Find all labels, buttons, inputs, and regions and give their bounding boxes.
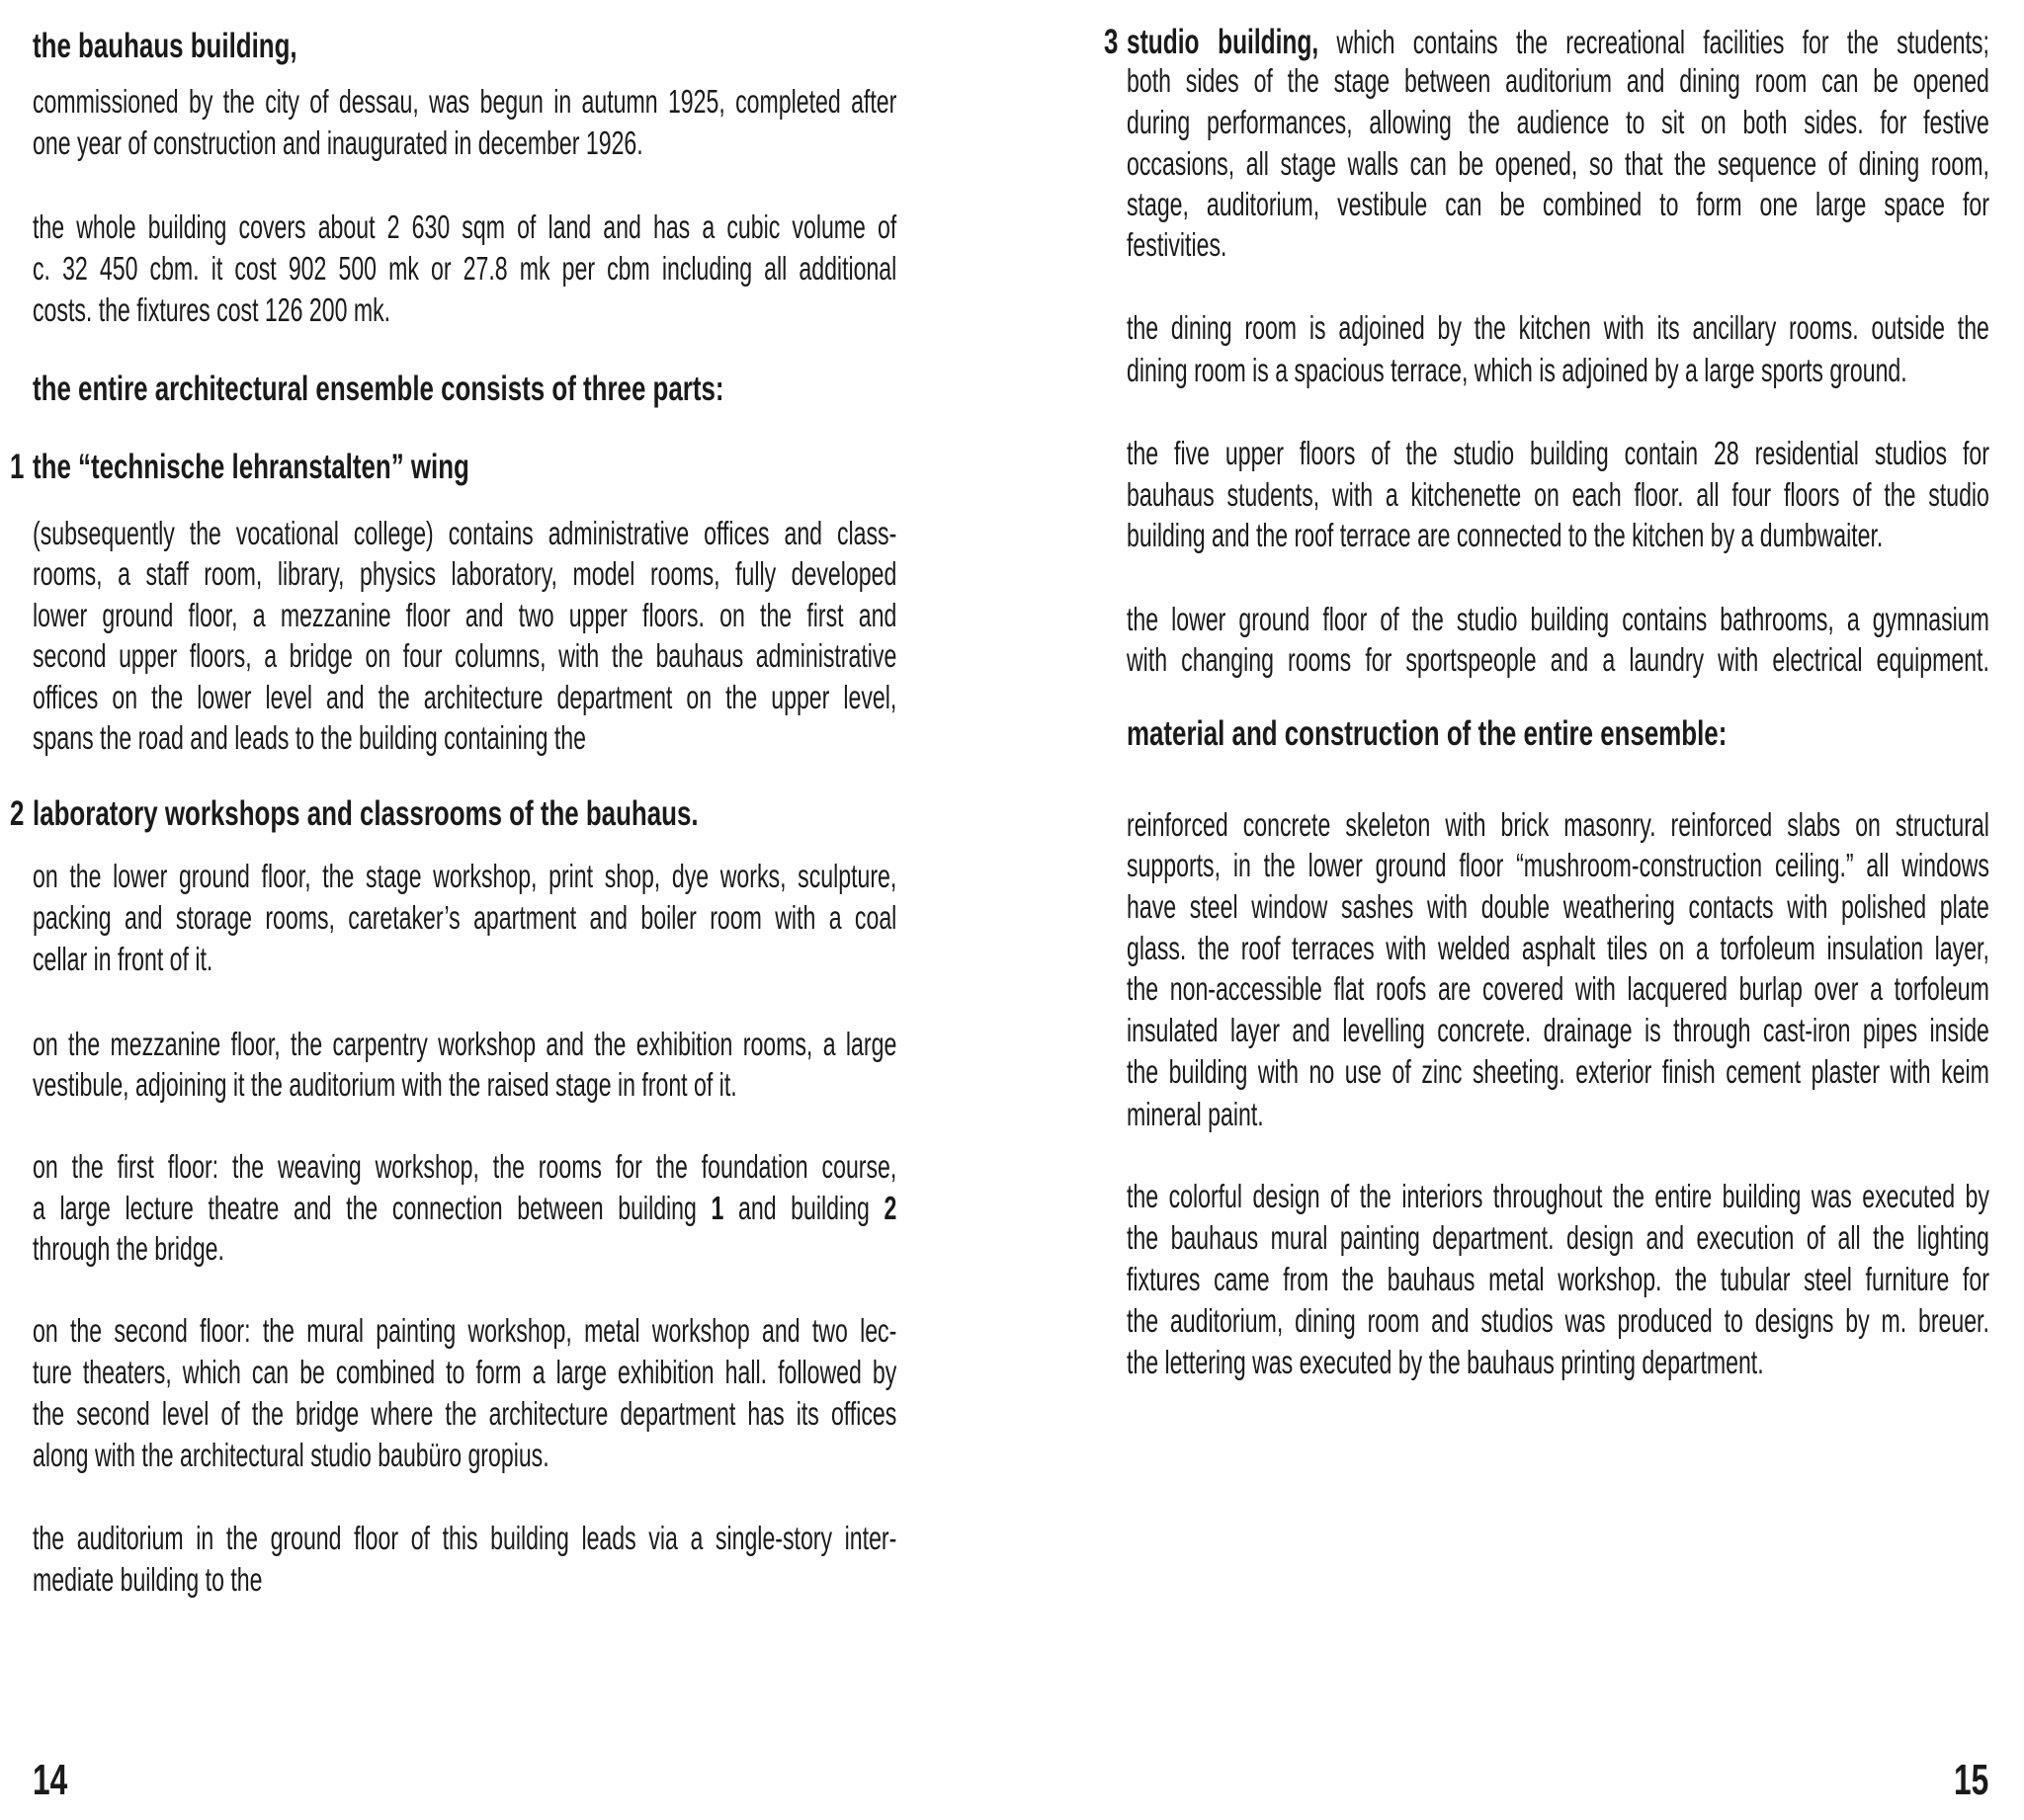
- design-line: the bauhaus mural painting department. design and execution of all the lighting: [1127, 1219, 1989, 1256]
- upper-floors-line: bauhaus students, with a kitchenette on each floor. all four floors of the studio: [1127, 476, 1989, 513]
- material-line: the building with no use of zinc sheeting. exterior finish cement plaster with keim: [1127, 1053, 1989, 1090]
- design-line: the auditorium, dining room and studios was produced to designs by m. breuer.: [1127, 1302, 1989, 1339]
- lower-ground-line: the lower ground floor of the studio building contains bathrooms, a gymnasium: [1127, 601, 1989, 637]
- page-number-right: 15: [1954, 1756, 1989, 1804]
- building-1-ref: 1: [711, 1190, 724, 1226]
- part2-line: the auditorium in the ground floor of this building leads via a single-story inter-: [33, 1520, 897, 1556]
- part1-heading: the “technische lehranstalten” wing: [33, 448, 469, 486]
- part1-line: (subsequently the vocational college) contains administrative offices and class-: [33, 515, 897, 551]
- line-text: a large lecture theatre and the connection between building: [33, 1190, 697, 1226]
- material-line: reinforced concrete skeleton with brick masonry. reinforced slabs on structural: [1127, 806, 1989, 843]
- part2-heading: laboratory workshops and classrooms of the bauhaus.: [33, 794, 699, 833]
- part2-line: cellar in front of it.: [33, 941, 213, 977]
- right-page: [1012, 0, 2024, 1820]
- design-line: the lettering was executed by the bauhaus printing department.: [1127, 1344, 1764, 1380]
- part2-line: on the lower ground floor, the stage workshop, print shop, dye works, sculpture,: [33, 858, 897, 894]
- page-title: the bauhaus building,: [33, 27, 297, 65]
- dining-line: dining room is a spacious terrace, which is adjoined by a large sports ground.: [1127, 352, 1907, 388]
- material-line: have steel window sashes with double weathering contacts with polished plate: [1127, 888, 1989, 925]
- part3-line: festivities.: [1127, 226, 1227, 263]
- part3-line: occasions, all stage walls can be opened, so that the sequence of dining room,: [1127, 145, 1989, 182]
- part2-line: on the second floor: the mural painting workshop, metal workshop and two lec-: [33, 1312, 897, 1349]
- part1-line: second upper floors, a bridge on four columns, with the bauhaus administrative: [33, 637, 897, 674]
- part-number: 2: [10, 794, 25, 833]
- part3-line: stage, auditorium, vestibule can be combined to form one large space for: [1127, 186, 1989, 222]
- cost-line: costs. the fixtures cost 126 200 mk.: [33, 291, 391, 328]
- lower-ground-line: with changing rooms for sportspeople and a laundry with electrical equipment.: [1127, 641, 1989, 678]
- line-text: and building: [738, 1190, 870, 1226]
- part2-line: on the mezzanine floor, the carpentry workshop and the exhibition rooms, a large: [33, 1026, 897, 1062]
- part2-line: ture theaters, which can be combined to form a large exhibition hall. followed by: [33, 1354, 897, 1390]
- line-text: which contains the recreational facilities for the students;: [1336, 24, 1989, 60]
- part2-line: along with the architectural studio baubüro gropius.: [33, 1437, 549, 1473]
- intro-line: commissioned by the city of dessau, was begun in autumn 1925, completed after: [33, 83, 897, 120]
- material-line: the non-accessible flat roofs are covered with lacquered burlap over a torfoleum: [1127, 970, 1989, 1007]
- part3-line: both sides of the stage between auditorium and dining room can be opened: [1127, 62, 1989, 99]
- material-line: supports, in the lower ground floor “mushroom-construction ceiling.” all windows: [1127, 847, 1989, 883]
- material-line: insulated layer and levelling concrete. drainage is through cast-iron pipes inside: [1127, 1012, 1989, 1048]
- upper-floors-line: the five upper floors of the studio building contain 28 residential studios for: [1127, 435, 1989, 471]
- material-line: glass. the roof terraces with welded asphalt tiles on a torfoleum insulation layer,: [1127, 930, 1989, 966]
- design-line: the colorful design of the interiors throughout the entire building was executed by: [1127, 1178, 1989, 1214]
- part2-line: through the bridge.: [33, 1230, 224, 1267]
- part2-line: [33, 1188, 896, 1229]
- part3-line: during performances, allowing the audience to sit on both sides. for festive: [1127, 104, 1989, 140]
- part2-line: packing and storage rooms, caretaker’s apartment and boiler room with a coal: [33, 899, 897, 936]
- upper-floors-line: building and the roof terrace are connected to the kitchen by a dumbwaiter.: [1127, 517, 1884, 553]
- dining-line: the dining room is adjoined by the kitchen with its ancillary rooms. outside the: [1127, 309, 1989, 346]
- building-2-ref: 2: [884, 1190, 897, 1226]
- part-number: 1: [10, 448, 25, 486]
- part2-line: vestibule, adjoining it the auditorium with the raised stage in front of it.: [33, 1066, 737, 1103]
- part1-line: rooms, a staff room, library, physics laboratory, model rooms, fully developed: [33, 555, 897, 592]
- material-line: mineral paint.: [1127, 1096, 1264, 1132]
- part1-line: lower ground floor, a mezzanine floor and two upper floors. on the first and: [33, 597, 897, 633]
- part3-first-line: [1127, 22, 1989, 63]
- part2-line: the second level of the bridge where the architecture department has its offices: [33, 1395, 897, 1432]
- page-number-left: 14: [33, 1756, 68, 1804]
- part3-heading: studio building,: [1127, 23, 1319, 61]
- part1-line: spans the road and leads to the building containing the: [33, 719, 586, 756]
- part2-line: mediate building to the: [33, 1561, 263, 1598]
- part-number: 3: [1104, 23, 1119, 61]
- design-line: fixtures came from the bauhaus metal workshop. the tubular steel furniture for: [1127, 1261, 1989, 1297]
- part2-line: on the first floor: the weaving workshop, the rooms for the foundation course,: [33, 1148, 897, 1185]
- ensemble-heading: the entire architectural ensemble consists of three parts:: [33, 370, 724, 408]
- material-heading: material and construction of the entire ensemble:: [1127, 714, 1728, 753]
- cost-line: c. 32 450 cbm. it cost 902 500 mk or 27.8 mk per cbm including all additional: [33, 250, 897, 287]
- cost-line: the whole building covers about 2 630 sqm of land and has a cubic volume of: [33, 208, 897, 245]
- part1-line: offices on the lower level and the architecture department on the upper level,: [33, 679, 897, 715]
- intro-line: one year of construction and inaugurated in december 1926.: [33, 124, 643, 161]
